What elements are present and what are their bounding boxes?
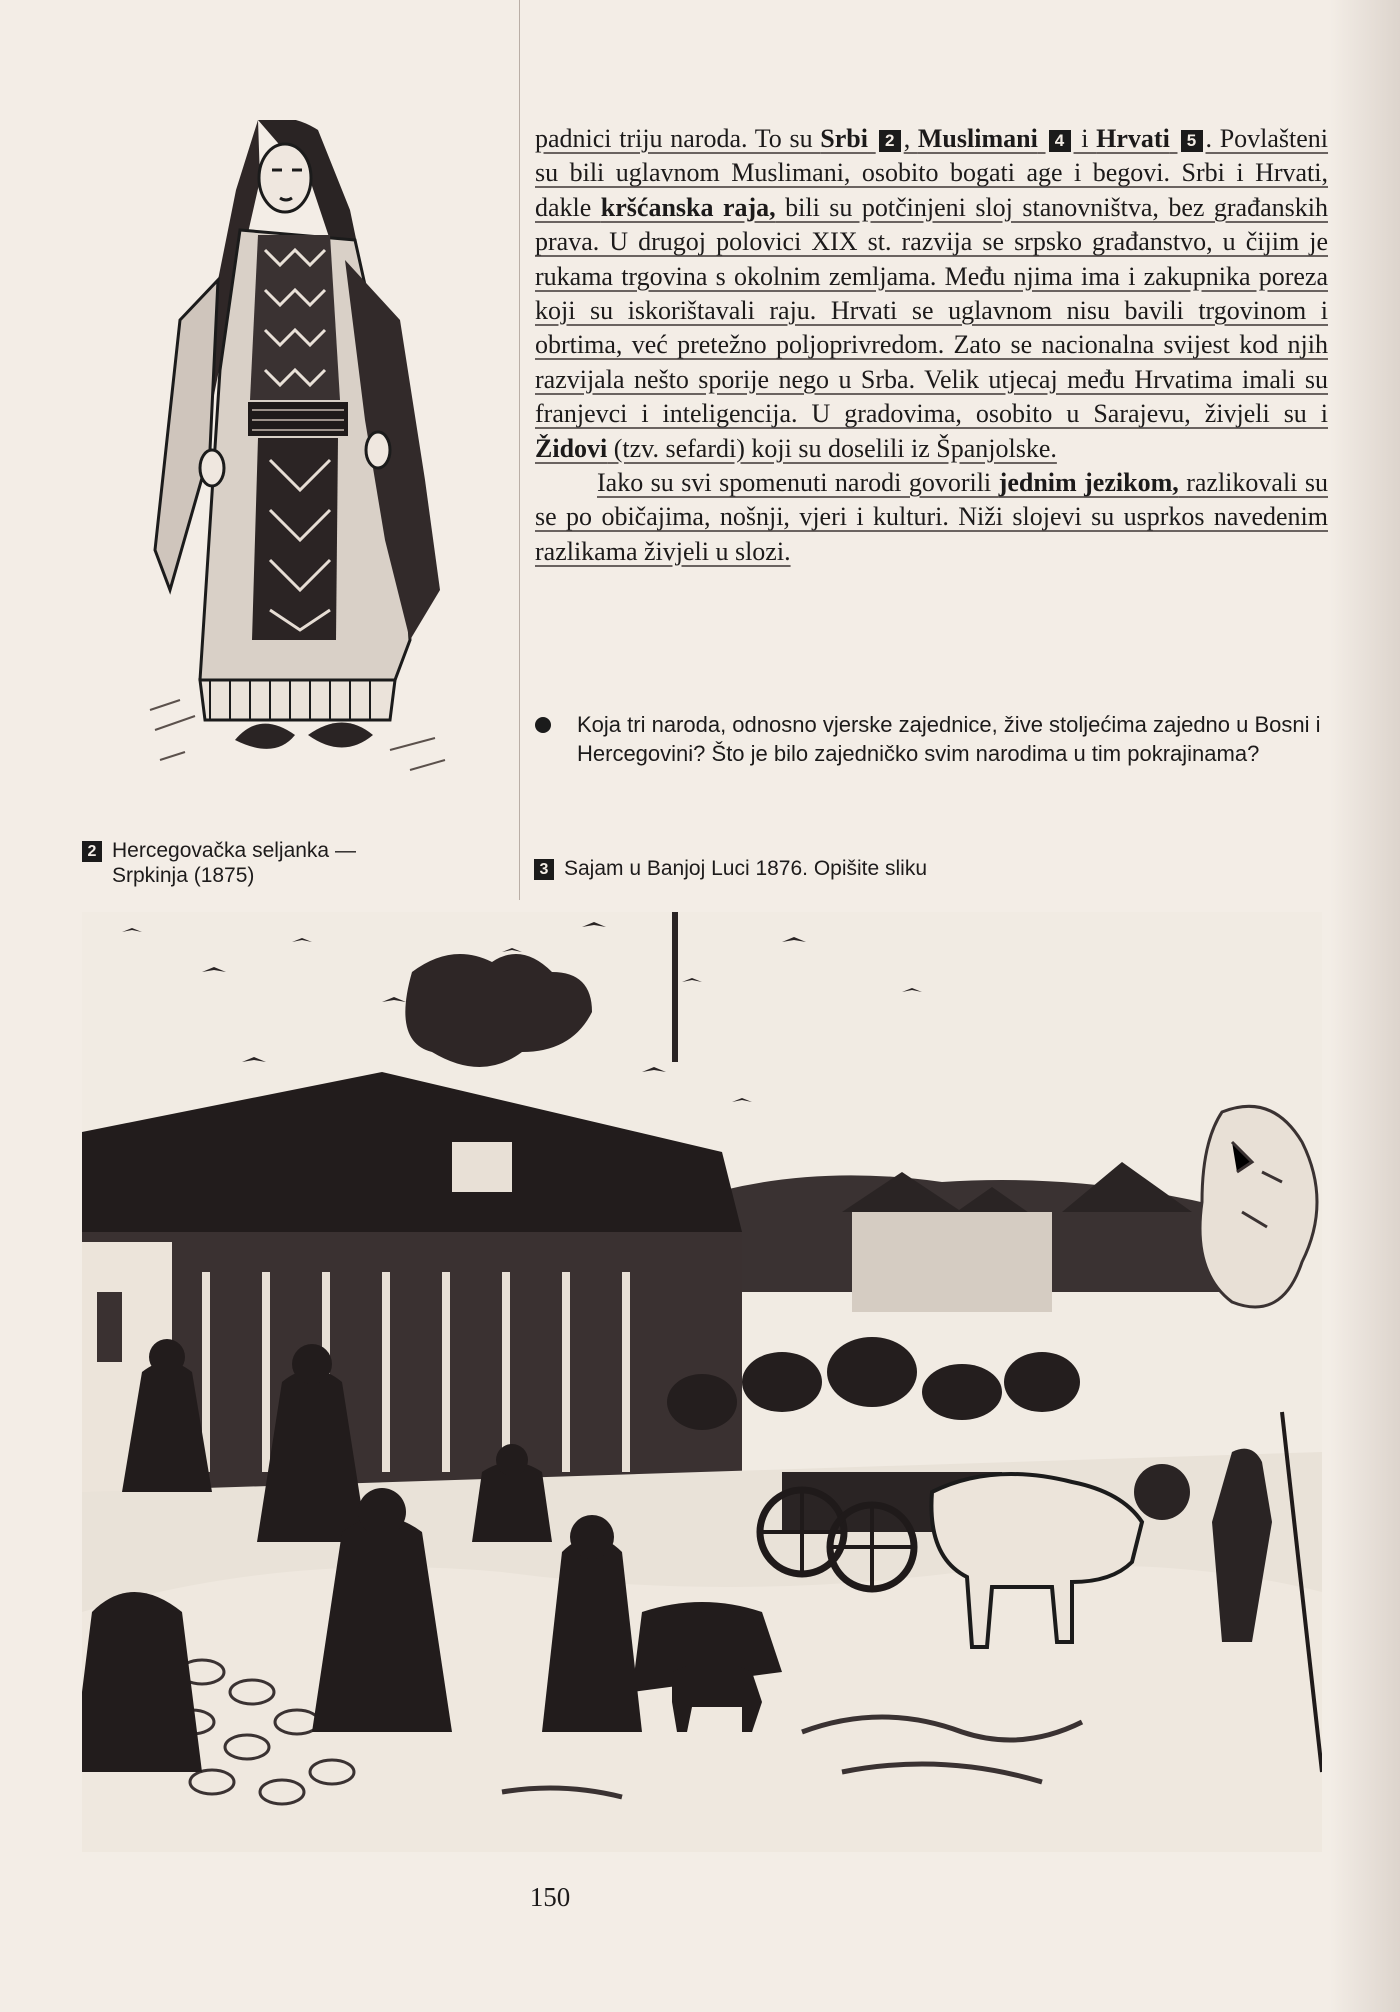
figure-ref-marker: 5 <box>1181 130 1203 152</box>
text-segment: , <box>903 124 918 153</box>
paragraph-1 <box>535 122 1328 466</box>
bullet-icon <box>535 717 551 733</box>
bold-term-jednim-jezikom: jednim jezikom, <box>998 468 1179 498</box>
body-text <box>535 122 1328 569</box>
bold-term-krscanska-raja: kršćanska raja, <box>600 192 776 222</box>
bold-term-muslimani: Muslimani <box>917 124 1038 153</box>
figure-3-caption <box>534 856 1034 881</box>
paragraph-2 <box>535 466 1328 569</box>
text-segment: (tzv. sefardi) koji su doselili iz Španjolske. <box>607 433 1057 463</box>
text-segment: razlikovali su se po običajima, nošnji, vjeri i kulturi. Niži slojevi su usprkos navedenim razlikama živjeli u slozi. <box>535 468 1328 566</box>
column-divider <box>519 0 520 900</box>
figure-ref-marker: 2 <box>879 130 901 152</box>
figure-2-caption <box>82 838 422 888</box>
text-segment: Iako su svi spomenuti narodi govorili <box>597 468 999 498</box>
figure-number-badge: 3 <box>534 859 554 880</box>
review-question <box>535 710 1335 768</box>
figure-ref-marker: 4 <box>1049 130 1071 152</box>
text-segment: bili su potčinjeni sloj stanovništva, bez građanskih prava. U drugoj polovici XIX st. razvija se srpsko građanstvo, u čijim je rukama trgovina s okolnim zemljama. Među njima ima i zakupnika poreza koji su iskorištavali raju. Hrvati se uglavnom nisu bavili trgovinom i obrtima, već pretežno poljoprivredom. Zato se nacionalna svijest kod njih razvijala nešto sporije nego u Srba. Velik utjecaj među Hrvatima imali su franjevci i inteligencija. U gradovima, osobito u Sarajevu, živjeli su i <box>535 192 1328 429</box>
figure-2-caption-text: Hercegovačka seljanka — Srpkinja (1875) <box>112 839 356 887</box>
page-number: 150 <box>529 1882 571 1912</box>
text-segment: . Povlašteni su bili uglavnom Muslimani, osobito bogati age i begovi. Srbi i Hrvati, dakle <box>535 124 1329 222</box>
figure-number-badge: 2 <box>82 841 102 862</box>
illustration-banja-luka-fair <box>82 912 1322 1852</box>
text-segment: padnici triju naroda. To su <box>535 124 821 153</box>
figure-3-caption-text: Sajam u Banjoj Luci 1876. Opišite sliku <box>564 857 928 880</box>
bold-term-hrvati: Hrvati <box>1096 124 1170 153</box>
illustration-peasant-woman <box>140 120 460 820</box>
bold-term-zidovi: Židovi <box>535 433 608 463</box>
page-edge-shadow <box>1330 0 1400 2012</box>
bold-term-srbi: Srbi <box>820 124 868 153</box>
question-text: Koja tri naroda, odnosno vjerske zajednice, žive stoljećima zajedno u Bosni i Hercegovini? Što je bilo zajedničko svim narodima u tim pokrajinama? <box>577 712 1321 766</box>
text-segment: i <box>1073 124 1097 153</box>
